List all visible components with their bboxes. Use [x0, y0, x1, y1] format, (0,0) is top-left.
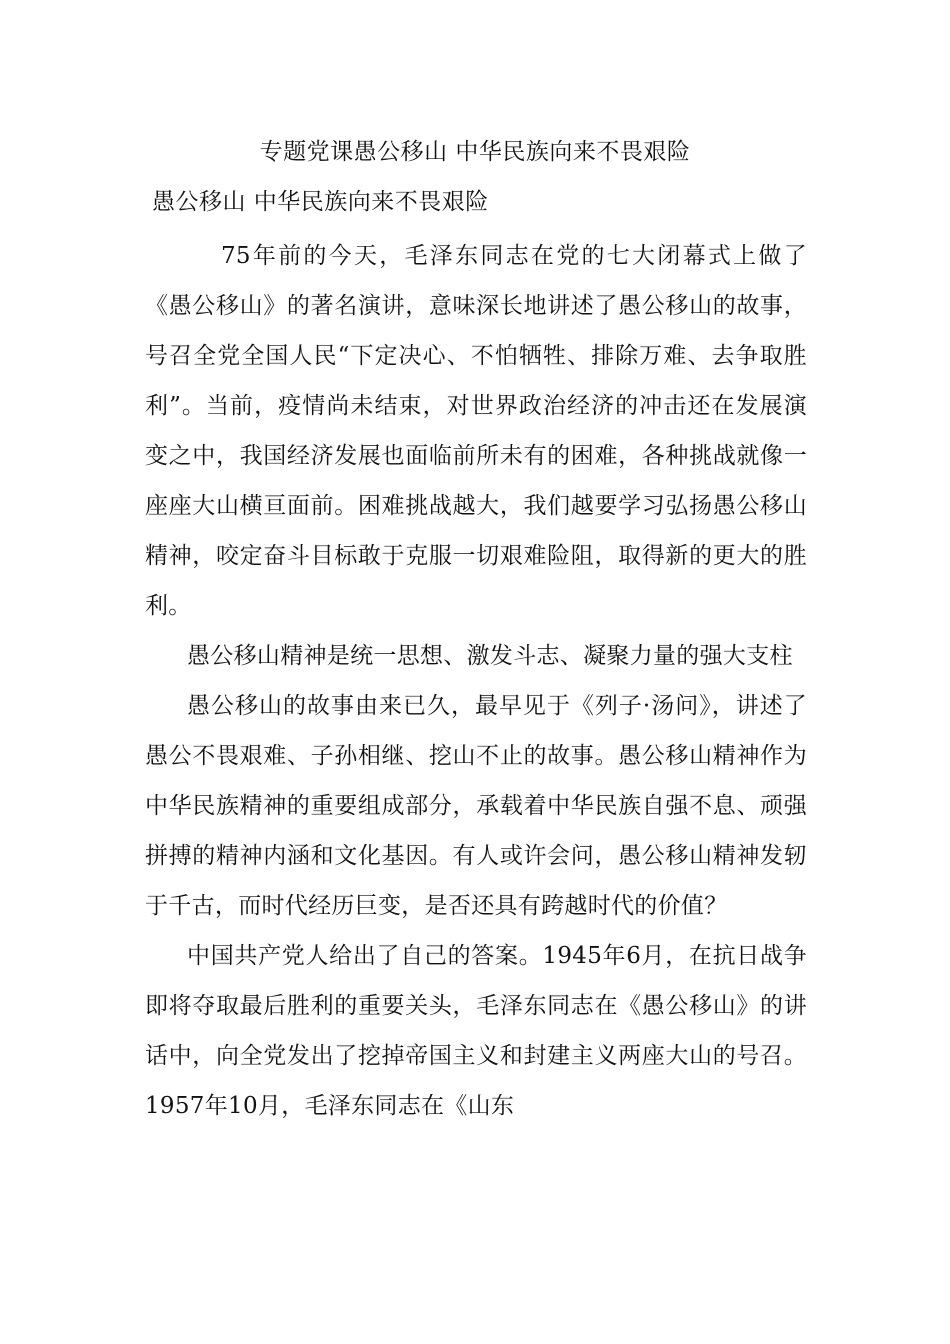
paragraph-4: 中国共产党人给出了自己的答案。1945年6月，在抗日战争即将夺取最后胜利的重要关头，毛泽东同志在《愚公移山》的讲话中，向全党发出了挖掉帝国主义和封建主义两座大山的号召。1957年10月，毛泽东同志在《山东 [145, 943, 807, 1119]
document-title [0, 134, 950, 170]
document-body [145, 231, 807, 1131]
document-title-text: 专题党课愚公移山 中华民族向来不畏艰险 [259, 139, 691, 165]
document-subtitle: 愚公移山 中华民族向来不畏艰险 [152, 189, 489, 215]
paragraph-1: 75年前的今天，毛泽东同志在党的七大闭幕式上做了《愚公移山》的著名演讲，意味深长地讲述了愚公移山的故事，号召全党全国人民“下定决心、不怕牺牲、排除万难、去争取胜利”。当前，疫情尚未结束，对世界政治经济的冲击还在发展演变之中，我国经济发展也面临前所未有的困难，各种挑战就像一座座大山横亘面前。困难挑战越大，我们越要学习弘扬愚公移山精神，咬定奋斗目标敢于克服一切艰难险阻，取得新的更大的胜利。 [145, 243, 807, 619]
paragraph-3: 愚公移山的故事由来已久，最早见于《列子·汤问》，讲述了愚公不畏艰难、子孙相继、挖山不止的故事。愚公移山精神作为中华民族精神的重要组成部分，承载着中华民族自强不息、顽强拼搏的精神内涵和文化基因。有人或许会问，愚公移山精神发轫于千古，而时代经历巨变，是否还具有跨越时代的价值？ [145, 693, 807, 919]
paragraph-2-heading: 愚公移山精神是统一思想、激发斗志、凝聚力量的强大支柱 [187, 643, 793, 669]
